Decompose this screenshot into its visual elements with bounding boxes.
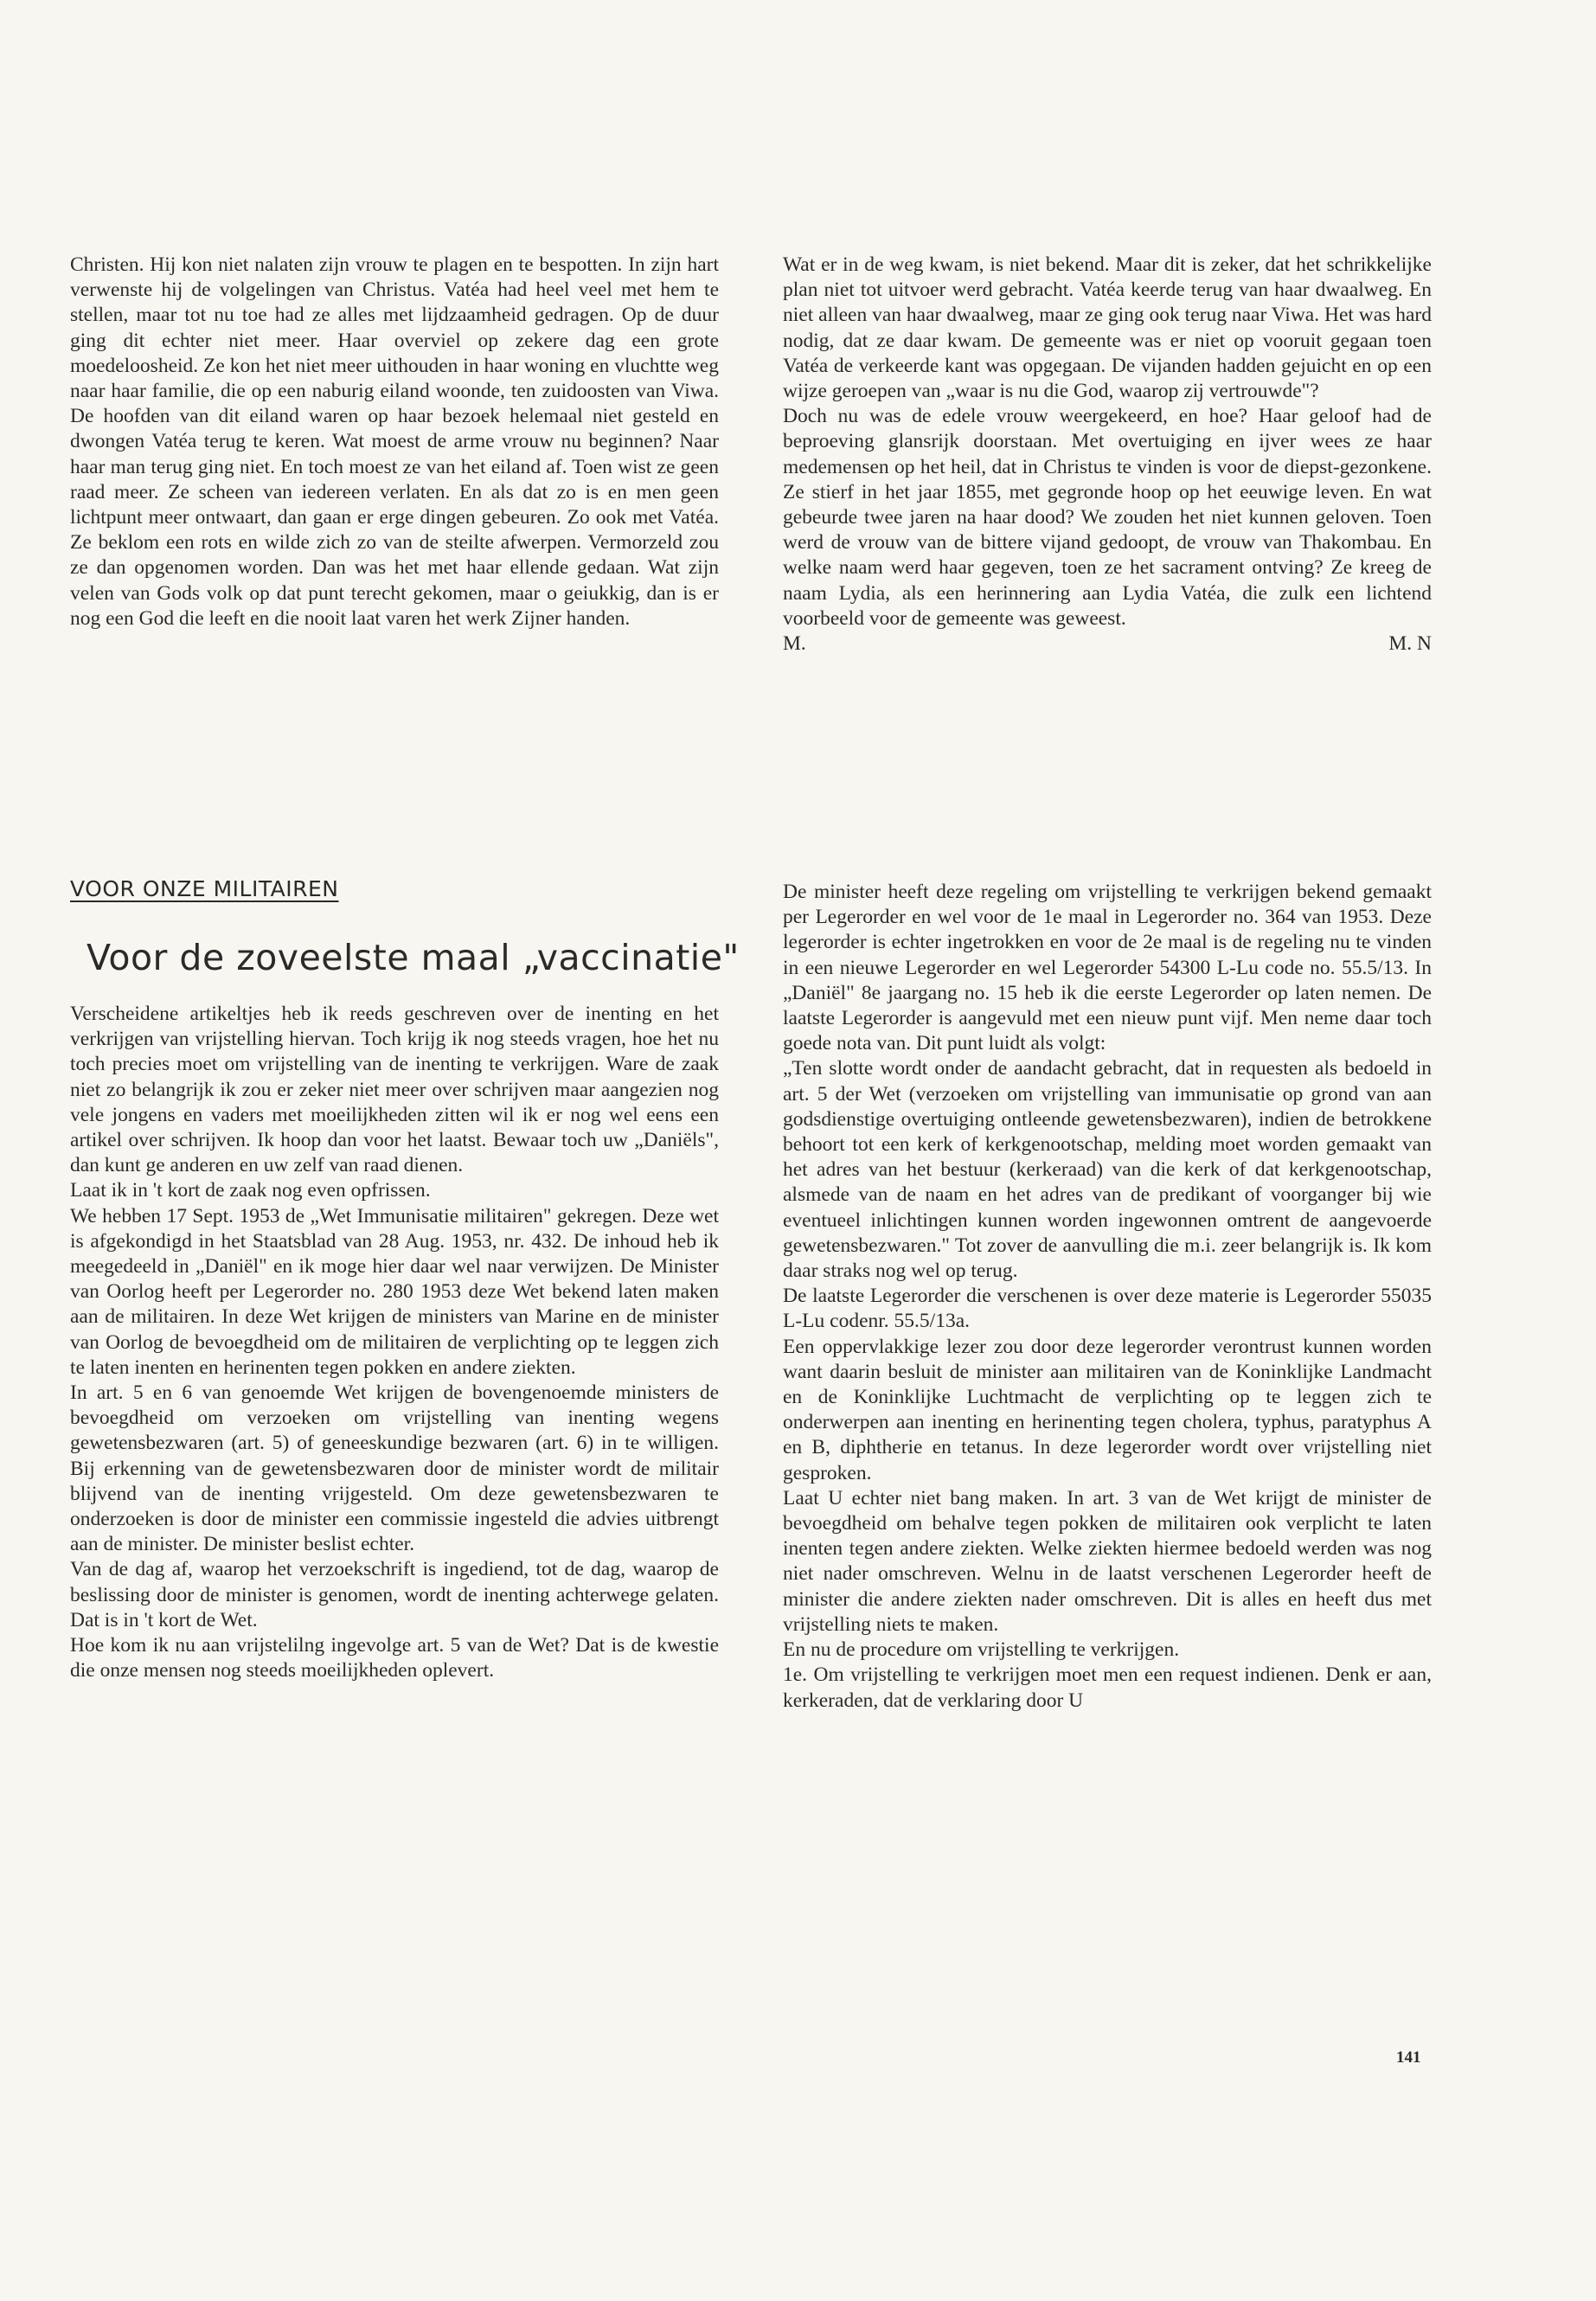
paragraph: Hoe kom ik nu aan vrijstelilng ingevolge art. 5 van de Wet? Dat is de kwestie die onze mensen nog steeds moeilijkheden oplevert. (70, 1634, 719, 1682)
paragraph: We hebben 17 Sept. 1953 de „Wet Immunisatie militairen" gekregen. Deze wet is afgekondigd in het Staatsblad van 28 Aug. 1953, nr. 432. De inhoud heb ik meegedeeld in „Daniël" en ik moge hier daar wel naar verwijzen. De Minister van Oorlog heeft per Legerorder no. 280 1953 deze Wet bekend laten maken aan de militairen. In deze Wet krijgen de ministers van Marine en de minister van Oorlog de bevoegdheid om de militairen de verplichting op te leggen zich te laten inenten en herinenten tegen pokken en andere ziekten. (70, 1204, 719, 1379)
story-continuation-right-column (783, 253, 1432, 657)
article-left-column (70, 1002, 719, 1683)
paragraph: De minister heeft deze regeling om vrijstelling te verkrijgen bekend gemaakt per Legerorder en wel voor de 1e maal in Legerorder no. 364 van 1953. Deze legerorder is echter ingetrokken en voor de 2e maal is de regeling nu te vinden in een nieuwe Legerorder en wel Legerorder 54300 L-Lu code no. 55.5/13. In „Daniël" 8e jaargang no. 15 heb ik die eerste Legerorder op laten nemen. De laatste Legerorder is aangevuld met een nieuw punt vijf. Men neme daar toch goede nota van. Dit punt luidt als volgt: (783, 881, 1432, 1055)
paragraph: Laat ik in 't kort de zaak nog even opfrissen. (70, 1179, 431, 1202)
paragraph: Doch nu was de edele vrouw weergekeerd, en hoe? Haar geloof had de beproeving glansrijk doorstaan. Met overtuiging en ijver wees ze haar medemensen op het heil, dat in Christus te vinden is voor de diepst-gezonkene. Ze stierf in het jaar 1855, met gegronde hoop op het eeuwige leven. En wat gebeurde twee jaren na haar dood? We zouden het niet kunnen geloven. Toen werd de vrouw van de bittere vijand gedoopt, de vrouw van Thakombau. En welke naam werd haar gegeven, toen ze het sacrament ontving? Ze kreeg de naam Lydia, als een herinnering aan Lydia Vatéa, die zulk een lichtend voorbeeld voor de gemeente was geweest. (783, 405, 1432, 630)
section-label: VOOR ONZE MILITAIREN (70, 876, 339, 901)
paragraph: Een oppervlakkige lezer zou door deze legerorder verontrust kunnen worden want daarin besluit de minister aan militairen van de Koninklijke Landmacht en de Koninklijke Luchtmacht de verplichting op te leggen zich te onderwerpen aan inenting en herinenting tegen cholera, typhus, paratyphus A en B, diphtherie en tetanus. In deze legerorder wordt over vrijstelling niet gesproken. (783, 1335, 1432, 1484)
paragraph: Wat er in de weg kwam, is niet bekend. Maar dit is zeker, dat het schrikkelijke plan niet tot uitvoer werd gebracht. Vatéa keerde terug van haar dwaalweg. En niet alleen van haar dwaalweg, maar ze ging ook terug naar Viwa. Het was hard nodig, dat ze daar kwam. De gemeente was er niet op vooruit gegaan toen Vatéa de verkeerde kant was opgegaan. De vijanden hadden gejuicht en op een wijze geroepen van „waar is nu die God, waarop zij vertrouwde"? (783, 253, 1432, 403)
paragraph: In art. 5 en 6 van genoemde Wet krijgen de bovengenoemde ministers de bevoegdheid om verzoeken om vrijstelling van inenting wegens gewetensbezwaren (art. 5) of geneeskundige bezwaren (art. 6) in te willigen. Bij erkenning van de gewetensbezwaren door de minister wordt de militair blijvend van de inenting vrijgesteld. Om deze gewetensbezwaren te onderzoeken is door de minister een commissie ingesteld die advies uitbrengt aan de minister. De minister beslist echter. (70, 1381, 719, 1556)
article-right-column (783, 880, 1432, 1714)
author-signature: M. N (1388, 632, 1432, 656)
signature-line (783, 631, 1432, 657)
paragraph: Christen. Hij kon niet nalaten zijn vrouw te plagen en te bespotten. In zijn hart verwenste hij de volgelingen van Christus. Vatéa had heel veel met hem te stellen, maar tot nu toe had ze alles met lijdzaamheid gedragen. Op de duur ging dit echter niet meer. Haar overviel op zekere dag een grote moedeloosheid. Ze kon het niet meer uithouden in haar woning en vluchtte weg naar haar familie, die op een naburig eiland woonde, ten zuidoosten van Viwa. De hoofden van dit eiland waren op haar bezoek helemaal niet gesteld en dwongen Vatéa terug te keren. Wat moest de arme vrouw nu beginnen? Naar haar man terug ging niet. En toch moest ze van het eiland af. Toen wist ze geen raad meer. Ze scheen van iedereen verlaten. En als dat zo is en men geen lichtpunt meer ontwaart, dan gaan er erge dingen gebeuren. Zo ook met Vatéa. Ze beklom een rots en wilde zich zo van de steilte afwerpen. Vermorzeld zou ze dan opgenomen worden. Dan was het met haar ellende gedaan. Wat zijn velen van Gods volk op dat punt terecht gekomen, maar o geiukkig, dan is er nog een God die leeft en die nooit laat varen het werk Zijner handen. (70, 253, 719, 630)
paragraph: 1e. Om vrijstelling te verkrijgen moet men een request indienen. Denk er aan, kerkeraden, dat de verklaring door U (783, 1663, 1432, 1712)
paragraph: „Ten slotte wordt onder de aandacht gebracht, dat in requesten als bedoeld in art. 5 der Wet (verzoeken om vrijstelling van immunisatie op grond van aan godsdienstige overtuiging ontleende gewetensbezwaren), indien de betrokkene behoort tot een kerk of kerkgenootschap, melding moet worden gemaakt van het adres van het bestuur (kerkeraad) van die kerk of dat kerkgenootschap, alsmede van de naam en het adres van de predikant of voorganger bij wie eventueel inlichtingen kunnen worden ingewonnen omtrent de aangevoerde gewetensbezwaren." Tot zover de aanvulling die m.i. zeer belangrijk is. Ik kom daar straks nog wel op terug. (783, 1057, 1432, 1283)
paragraph: De laatste Legerorder die verschenen is over deze materie is Legerorder 55035 L-Lu codenr. 55.5/13a. (783, 1285, 1432, 1333)
paragraph: En nu de procedure om vrijstelling te verkrijgen. (783, 1638, 1180, 1662)
paragraph: Laat U echter niet bang maken. In art. 3 van de Wet krijgt de minister de bevoegdheid om behalve tegen pokken de militairen ook verplicht te laten inenten tegen andere ziekten. Welke ziekten hiermee bedoeld werden was nog niet nader omschreven. Welnu in de laatst verschenen Legerorder heeft de minister die andere ziekten nader omschreven. Dit is alles en heeft dus met vrijstelling niets te maken. (783, 1486, 1432, 1636)
signature-initial: M. (783, 632, 806, 656)
paragraph: Verscheidene artikeltjes heb ik reeds geschreven over de inenting en het verkrijgen van vrijstelling hiervan. Toch krijg ik nog steeds vragen, hoe het nu toch precies moet om vrijstelling van de inenting te verkrijgen. Ware de zaak niet zo belangrijk ik zou er zeker niet meer over schrijven maar aangezien nog vele jongens en vaders met moeilijkheden zitten wil ik er nog wel eens een artikel over schrijven. Ik hoop dan voor het laatst. Bewaar toch uw „Daniëls", dan kunt ge anderen en uw zelf van raad dienen. (70, 1003, 719, 1177)
page-number: 141 (1396, 2048, 1421, 2067)
paragraph: Van de dag af, waarop het verzoekschrift is ingediend, tot de dag, waarop de beslissing door de minister is genomen, wordt de inenting achterwege gelaten. Dat is in 't kort de Wet. (70, 1558, 719, 1631)
story-continuation-left-column (70, 253, 719, 631)
article-title: Voor de zoveelste maal „vaccinatie" (87, 937, 740, 978)
